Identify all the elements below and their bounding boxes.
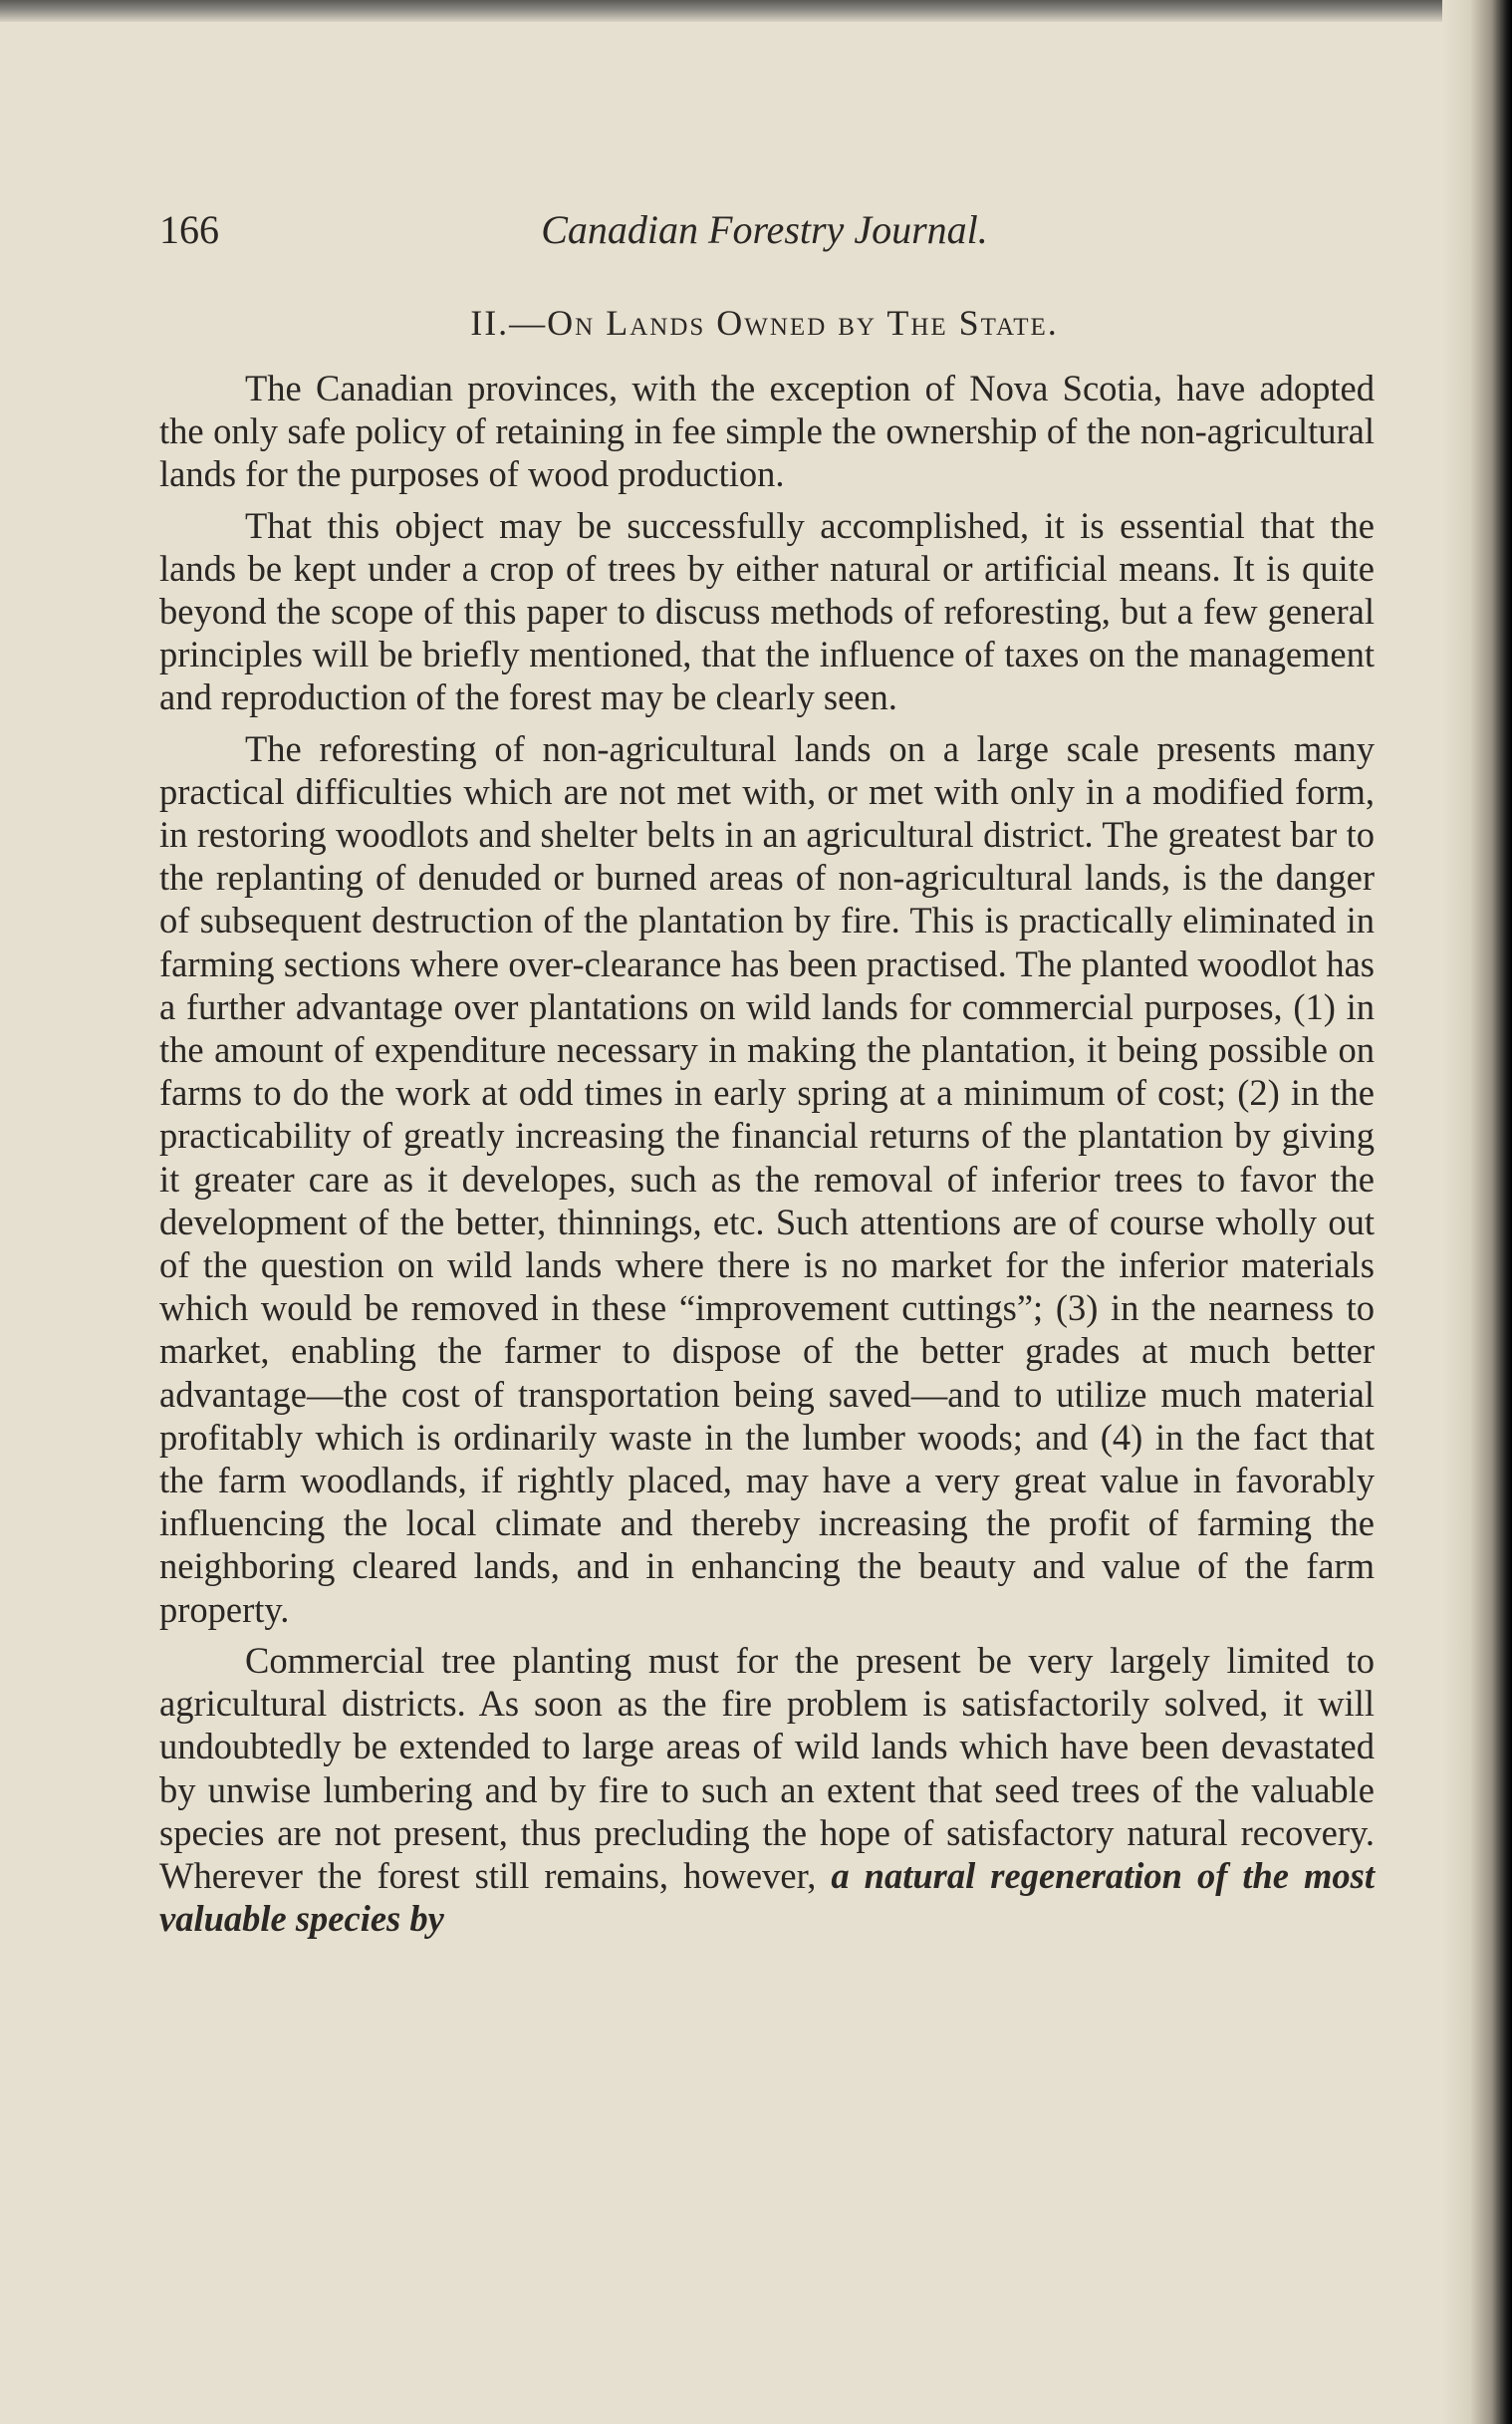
paragraph: The Canadian provinces, with the exception of Nova Scotia, have adopted the only safe policy of retaining in fee simple the ownership of the non-agricultural lands for the purposes of wood production. [159,368,1375,495]
paragraph-text: Commercial tree planting must for the present be very largely limited to agricultural districts. As soon as the fire problem is satisfactorily solved, it will undoubtedly be extended to large areas of wild lands which have been devastated by unwise lumbering and by fire to such an extent that seed trees of the valuable species are not present, thus precluding the hope of satisfactory natural recovery. Wherever the forest still remains, however, [159,1639,1375,1896]
body-text [159,367,1375,1948]
paragraph: The reforesting of non-agricultural lands on a large scale presents many practical difficulties which are not met with, or met with only in a modified form, in restoring woodlots and shelter belts in an agricultural district. The greatest bar to the replanting of denuded or burned areas of non-agricultural lands, is the danger of subsequent destruction of the plantation by fire. This is practically eliminated in farming sections where over-clearance has been practised. The planted woodlot has a further advantage over plantations on wild lands for commercial purposes, (1) in the amount of expenditure necessary in making the plantation, it being possible on farms to do the work at odd times in early spring at a minimum of cost; (2) in the practicability of greatly increasing the financial returns of the plantation by giving it greater care as it developes, such as the removal of inferior trees to favor the development of the better, thinnings, etc. Such attentions are of course wholly out of the question on wild lands where there is no market for the inferior materials which would be removed in these “improvement cuttings”; (3) in the nearness to market, enabling the farmer to dispose of the better grades at much better advantage—the cost of transportation being saved—and to utilize much material profitably which is ordinarily waste in the lumber woods; and (4) in the fact that the farm woodlands, if rightly placed, may have a very great value in favorably influencing the local climate and thereby increasing the profit of farming the neighboring cleared lands, and in enhancing the beauty and value of the farm property. [159,727,1375,1630]
running-head: Canadian Forestry Journal. [541,207,988,252]
page-number: 166 [159,207,219,252]
section-heading: II.—On Lands Owned by The State. [470,303,1059,343]
italic-emphasis: a natural regeneration of the most valuable species by [159,1854,1376,1940]
book-gutter [1442,0,1512,2424]
paragraph: That this object may be successfully accomplished, it is essential that the lands be kept under a crop of trees by either natural or artificial means. It is quite beyond the scope of this paper to discuss methods of reforesting, but a few general principles will be briefly mentioned, that the influence of taxes on the management and reproduction of the forest may be clearly seen. [159,504,1375,718]
page-header [159,206,1370,256]
paragraph [159,1639,1375,1940]
page-top-shadow [0,0,1512,22]
